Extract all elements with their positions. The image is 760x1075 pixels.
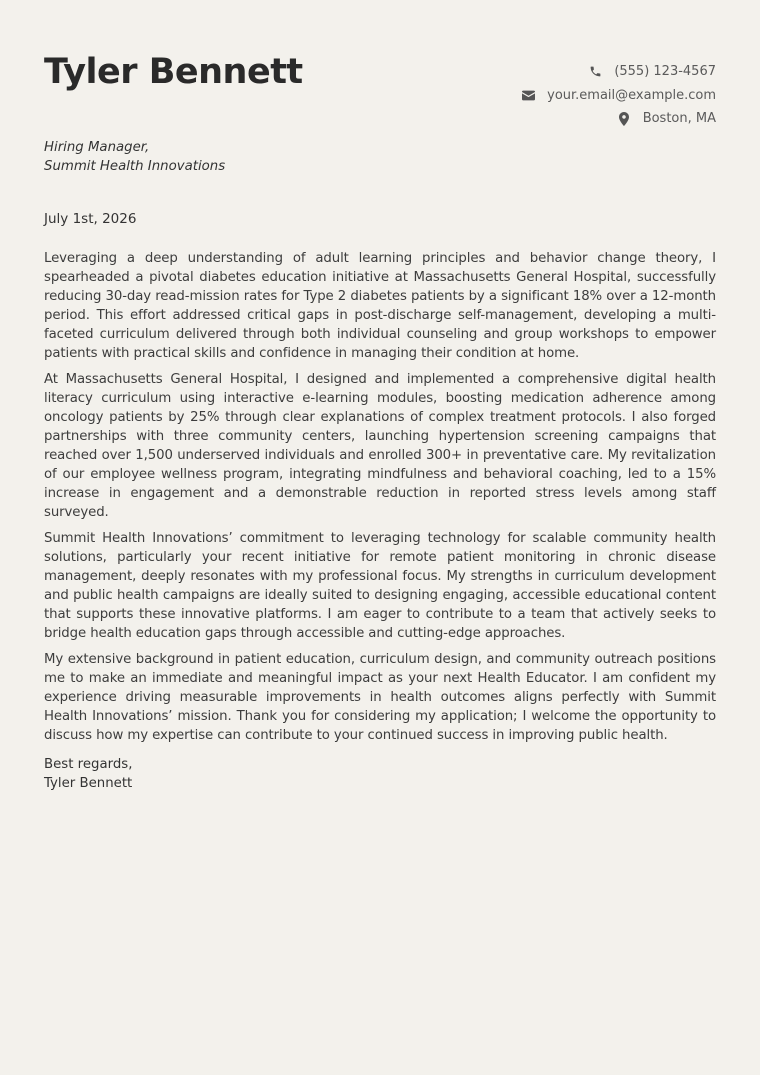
location-text: Boston, MA	[642, 111, 716, 127]
body-paragraph-2: At Massachusetts General Hospital, I designed and implemented a comprehensive digital health literacy curriculum using interactive e-learning modules, boosting medication adherence among oncology patients by 25% through clear explanations of complex treatment protocols. I also forged partnerships with three community centers, launching hypertension screening campaigns that reached over 1,500 underserved individuals and enrolled 300+ in preventative care. My revitalization of our employee wellness program, integrating mindfulness and behavioral coaching, led to a 15% increase in engagement and a demonstrable reduction in reported stress levels among staff surveyed.	[44, 372, 716, 520]
recipient-block	[44, 138, 716, 176]
recipient-company: Summit Health Innovations	[44, 159, 226, 174]
closing-block	[44, 755, 716, 793]
contact-location	[416, 107, 716, 131]
envelope-icon	[521, 88, 535, 102]
contact-phone	[416, 60, 716, 84]
contact-email	[416, 84, 716, 108]
recipient-title: Hiring Manager,	[44, 140, 150, 155]
closing-signature: Tyler Bennett	[44, 776, 133, 791]
phone-text[interactable]: (555) 123-4567	[614, 64, 716, 80]
letter-date: July 1st, 2026	[44, 211, 137, 227]
body-paragraph-1: Leveraging a deep understanding of adult learning principles and behavior change theory, I spearheaded a pivotal diabetes education initiative at Massachusetts General Hospital, successfully reducing 30-day read-mission rates for Type 2 diabetes patients by a significant 18% over a 12-month period. This effort addressed critical gaps in post-discharge self-management, developing a multi-faceted curriculum delivered through both individual counseling and group workshops to empower patients with practical skills and confidence in managing their condition at home.	[44, 251, 716, 361]
letter-header	[44, 0, 716, 138]
phone-icon	[588, 65, 602, 79]
body-paragraph-3: Summit Health Innovations’ commitment to leveraging technology for scalable community health solutions, particularly your recent initiative for remote patient monitoring in chronic disease management, deeply resonates with my professional focus. My strengths in curriculum development and public health campaigns are ideally suited to designing engaging, accessible educational content that supports these innovative platforms. I am eager to contribute to a team that actively seeks to bridge health education gaps through accessible and cutting-edge approaches.	[44, 531, 716, 641]
applicant-name: Tyler Bennett	[44, 52, 303, 92]
email-text[interactable]: your.email@example.com	[547, 87, 716, 103]
body-paragraph-4: My extensive background in patient education, curriculum design, and community outreach positions me to make an immediate and meaningful impact as your next Health Educator. I am confident my experience driving measurable improvements in health outcomes aligns perfectly with Summit Health Innovations’ mission. Thank you for considering my application; I welcome the opportunity to discuss how my expertise can contribute to your continued success in improving public health.	[44, 652, 716, 743]
contact-block	[416, 60, 716, 131]
letter-body	[44, 249, 716, 745]
map-pin-icon	[617, 112, 631, 126]
closing-salutation: Best regards,	[44, 757, 133, 772]
